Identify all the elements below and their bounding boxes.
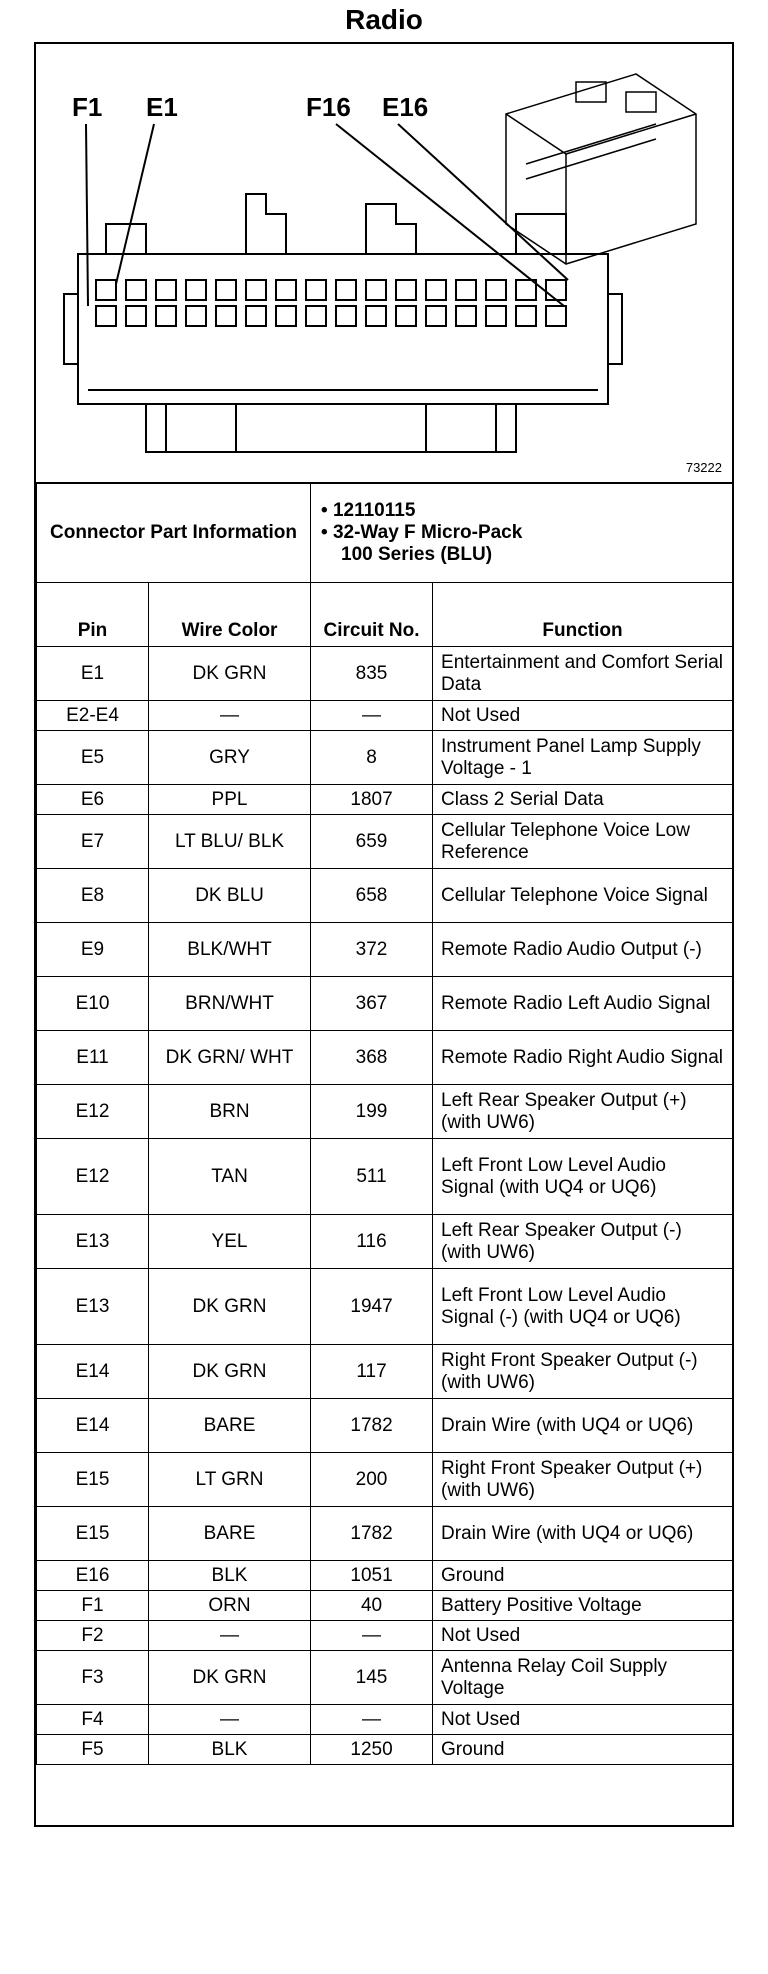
cell-wire-color: — [149, 1621, 311, 1651]
cell-circuit: 511 [311, 1139, 433, 1215]
cell-function: Left Front Low Level Audio Signal (-) (with UQ4 or UQ6) [433, 1269, 733, 1345]
connector-description: • 32-Way F Micro-Pack [321, 522, 722, 544]
connector-pin [96, 280, 116, 300]
table-row [37, 1085, 733, 1139]
cell-circuit: 1782 [311, 1507, 433, 1561]
connector-pin [246, 280, 266, 300]
connector-pin [276, 280, 296, 300]
cell-pin: E13 [37, 1215, 149, 1269]
table-row [37, 701, 733, 731]
cell-wire-color: DK GRN [149, 1345, 311, 1399]
cell-circuit: 8 [311, 731, 433, 785]
connector-pin [306, 280, 326, 300]
cell-circuit: 367 [311, 977, 433, 1031]
table-row [37, 1591, 733, 1621]
connector-pin [186, 280, 206, 300]
connector-diagram [36, 44, 732, 484]
cell-function: Not Used [433, 701, 733, 731]
connector-pin [216, 306, 236, 326]
cell-pin: E16 [37, 1561, 149, 1591]
connector-pin [126, 306, 146, 326]
cell-pin: E1 [37, 647, 149, 701]
callout-f1: F1 [72, 92, 103, 122]
connector-info-row [37, 483, 733, 583]
connector-pin [516, 306, 536, 326]
connector-pin [366, 306, 386, 326]
callout-e1: E1 [146, 92, 178, 122]
table-row [37, 1507, 733, 1561]
cell-function: Right Front Speaker Output (-) (with UW6) [433, 1345, 733, 1399]
cell-function: Drain Wire (with UQ4 or UQ6) [433, 1399, 733, 1453]
table-row [37, 785, 733, 815]
cell-circuit: 368 [311, 1031, 433, 1085]
connector-pin [486, 280, 506, 300]
cell-circuit: 1947 [311, 1269, 433, 1345]
connector-icon [506, 74, 696, 264]
cell-pin: E8 [37, 869, 149, 923]
cell-circuit: 200 [311, 1453, 433, 1507]
cell-wire-color: DK GRN [149, 647, 311, 701]
table-row [37, 1031, 733, 1085]
connector-pin [156, 306, 176, 326]
cell-pin: F4 [37, 1705, 149, 1735]
table-row [37, 1621, 733, 1651]
cell-circuit: 659 [311, 815, 433, 869]
cell-circuit: — [311, 1705, 433, 1735]
connector-pin [396, 280, 416, 300]
pinout-table [36, 482, 733, 1765]
cell-wire-color: YEL [149, 1215, 311, 1269]
cell-pin: E14 [37, 1345, 149, 1399]
cell-circuit: 1807 [311, 785, 433, 815]
cell-wire-color: — [149, 701, 311, 731]
cell-wire-color: LT BLU/ BLK [149, 815, 311, 869]
cell-pin: E10 [37, 977, 149, 1031]
connector-series: 100 Series (BLU) [341, 543, 493, 565]
cell-pin: E9 [37, 923, 149, 977]
connector-pin [456, 306, 476, 326]
cell-pin: E12 [37, 1085, 149, 1139]
cell-pin: E12 [37, 1139, 149, 1215]
cell-circuit: 40 [311, 1591, 433, 1621]
table-row [37, 1399, 733, 1453]
cell-wire-color: BARE [149, 1399, 311, 1453]
cell-pin: E7 [37, 815, 149, 869]
cell-function: Entertainment and Comfort Serial Data [433, 647, 733, 701]
connector-pin [126, 280, 146, 300]
page-title: Radio [345, 4, 423, 35]
header-pin: Pin [37, 583, 149, 647]
table-row [37, 869, 733, 923]
cell-pin: F1 [37, 1591, 149, 1621]
table-header [37, 583, 733, 647]
table-row [37, 1139, 733, 1215]
table-row [37, 1651, 733, 1705]
table-row [37, 923, 733, 977]
connector-pin [336, 306, 356, 326]
cell-function: Instrument Panel Lamp Supply Voltage - 1 [433, 731, 733, 785]
cell-wire-color: BLK [149, 1735, 311, 1765]
cell-function: Left Rear Speaker Output (+) (with UW6) [433, 1085, 733, 1139]
cell-circuit: 372 [311, 923, 433, 977]
cell-wire-color: BRN [149, 1085, 311, 1139]
table-row [37, 1215, 733, 1269]
cell-pin: F5 [37, 1735, 149, 1765]
connector-pin [396, 306, 416, 326]
cell-circuit: 835 [311, 647, 433, 701]
cell-circuit: 1250 [311, 1735, 433, 1765]
cell-function: Left Front Low Level Audio Signal (with UQ4 or UQ6) [433, 1139, 733, 1215]
table-row [37, 731, 733, 785]
cell-function: Ground [433, 1561, 733, 1591]
connector-info-details [311, 483, 733, 583]
cell-function: Battery Positive Voltage [433, 1591, 733, 1621]
cell-circuit: 658 [311, 869, 433, 923]
cell-circuit: — [311, 701, 433, 731]
cell-function: Antenna Relay Coil Supply Voltage [433, 1651, 733, 1705]
cell-pin: E15 [37, 1453, 149, 1507]
ref-number: 73222 [685, 460, 722, 475]
cell-wire-color: TAN [149, 1139, 311, 1215]
cell-function: Remote Radio Right Audio Signal [433, 1031, 733, 1085]
cell-wire-color: BRN/WHT [149, 977, 311, 1031]
cell-wire-color: BLK/WHT [149, 923, 311, 977]
connector-pin [186, 306, 206, 326]
cell-wire-color: DK GRN [149, 1651, 311, 1705]
cell-pin: E2-E4 [37, 701, 149, 731]
cell-function: Not Used [433, 1705, 733, 1735]
cell-wire-color: DK GRN [149, 1269, 311, 1345]
cell-function: Ground [433, 1735, 733, 1765]
cell-wire-color: DK GRN/ WHT [149, 1031, 311, 1085]
cell-function: Remote Radio Audio Output (-) [433, 923, 733, 977]
connector-pin [426, 306, 446, 326]
header-function: Function [433, 583, 733, 647]
cell-wire-color: LT GRN [149, 1453, 311, 1507]
table-row [37, 1735, 733, 1765]
callout-f16: F16 [306, 92, 351, 122]
cell-pin: E14 [37, 1399, 149, 1453]
cell-pin: F2 [37, 1621, 149, 1651]
cell-wire-color: PPL [149, 785, 311, 815]
part-number: • 12110115 [321, 500, 722, 522]
header-circuit: Circuit No. [311, 583, 433, 647]
cell-wire-color: ORN [149, 1591, 311, 1621]
cell-pin: E15 [37, 1507, 149, 1561]
connector-info-label: Connector Part Information [37, 483, 311, 583]
cell-circuit: 1782 [311, 1399, 433, 1453]
connector-pin [426, 280, 446, 300]
cell-wire-color: BARE [149, 1507, 311, 1561]
table-row [37, 1345, 733, 1399]
table-row [37, 647, 733, 701]
cell-function: Left Rear Speaker Output (-) (with UW6) [433, 1215, 733, 1269]
cell-pin: E5 [37, 731, 149, 785]
cell-function: Drain Wire (with UQ4 or UQ6) [433, 1507, 733, 1561]
table-row [37, 815, 733, 869]
cell-pin: E13 [37, 1269, 149, 1345]
table-row [37, 977, 733, 1031]
header-wire-color: Wire Color [149, 583, 311, 647]
cell-pin: E6 [37, 785, 149, 815]
connector-frame [34, 42, 734, 1827]
cell-wire-color: — [149, 1705, 311, 1735]
cell-wire-color: DK BLU [149, 869, 311, 923]
connector-pin [216, 280, 236, 300]
connector-drawing [36, 44, 732, 482]
cell-circuit: 117 [311, 1345, 433, 1399]
cell-circuit: 199 [311, 1085, 433, 1139]
table-row [37, 1269, 733, 1345]
cell-function: Right Front Speaker Output (+) (with UW6) [433, 1453, 733, 1507]
cell-circuit: 1051 [311, 1561, 433, 1591]
cell-wire-color: BLK [149, 1561, 311, 1591]
cell-function: Cellular Telephone Voice Low Reference [433, 815, 733, 869]
cell-function: Cellular Telephone Voice Signal [433, 869, 733, 923]
cell-pin: E11 [37, 1031, 149, 1085]
connector-pin [306, 306, 326, 326]
cell-circuit: 145 [311, 1651, 433, 1705]
connector-pin [456, 280, 476, 300]
table-row [37, 1561, 733, 1591]
connector-pin [366, 280, 386, 300]
cell-function: Remote Radio Left Audio Signal [433, 977, 733, 1031]
connector-pin [546, 306, 566, 326]
table-row [37, 1453, 733, 1507]
cell-circuit: — [311, 1621, 433, 1651]
connector-pin [486, 306, 506, 326]
connector-pin [336, 280, 356, 300]
callout-e16: E16 [382, 92, 429, 122]
table-row [37, 1705, 733, 1735]
cell-wire-color: GRY [149, 731, 311, 785]
cell-circuit: 116 [311, 1215, 433, 1269]
connector-pin [246, 306, 266, 326]
cell-function: Not Used [433, 1621, 733, 1651]
cell-function: Class 2 Serial Data [433, 785, 733, 815]
connector-pin [96, 306, 116, 326]
connector-pin [156, 280, 176, 300]
connector-pin [516, 280, 536, 300]
cell-pin: F3 [37, 1651, 149, 1705]
connector-pin [546, 280, 566, 300]
connector-pin [276, 306, 296, 326]
